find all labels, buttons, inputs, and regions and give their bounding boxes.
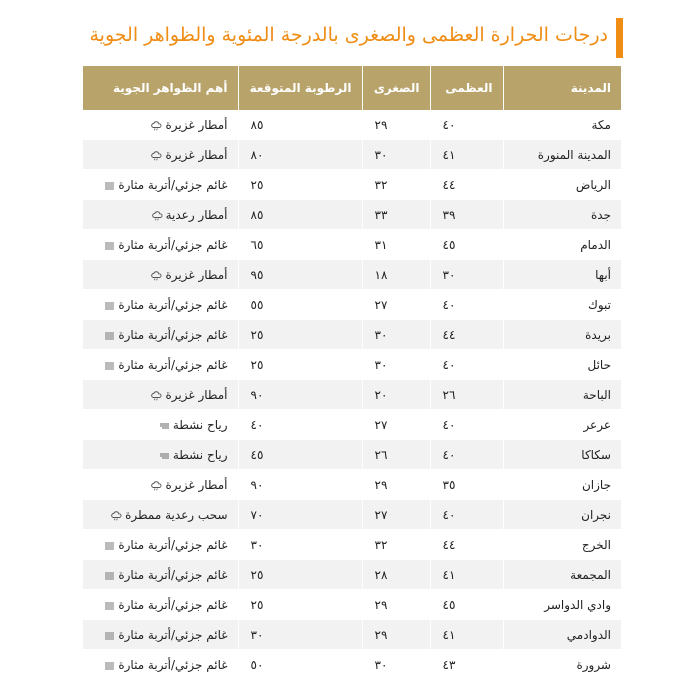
weather-label: غائم جزئي/أتربة مثارة	[118, 567, 228, 582]
weather-label: أمطار رعدية	[165, 207, 228, 222]
table-row	[83, 350, 621, 380]
city-cell: سكاكا	[503, 440, 621, 470]
humidity-cell: ٧٠	[238, 500, 362, 530]
max-temp-cell: ٤٣	[430, 650, 503, 680]
max-temp-cell: ٤٠	[430, 110, 503, 140]
max-temp-cell: ٤٥	[430, 230, 503, 260]
rain-cloud-icon	[151, 390, 162, 400]
city-cell: أبها	[503, 260, 621, 290]
table-row	[83, 590, 621, 620]
table-row	[83, 110, 621, 140]
min-temp-cell: ٣٠	[362, 350, 430, 380]
max-temp-cell: ٤٠	[430, 290, 503, 320]
weather-cell	[83, 290, 238, 320]
max-temp-cell: ٣٥	[430, 470, 503, 500]
weather-label: غائم جزئي/أتربة مثارة	[118, 297, 228, 312]
weather-label: غائم جزئي/أتربة مثارة	[118, 237, 228, 252]
weather-label: رياح نشطة	[172, 417, 228, 432]
weather-table-container	[83, 66, 621, 680]
table-row	[83, 200, 621, 230]
table-row	[83, 140, 621, 170]
dust-icon	[104, 540, 115, 550]
rain-cloud-icon	[151, 480, 162, 490]
weather-label: غائم جزئي/أتربة مثارة	[118, 327, 228, 342]
dust-icon	[104, 660, 115, 670]
weather-label: أمطار غزيرة	[165, 117, 228, 132]
city-cell: مكة	[503, 110, 621, 140]
weather-label: أمطار غزيرة	[165, 147, 228, 162]
city-cell: جدة	[503, 200, 621, 230]
min-temp-cell: ٢٧	[362, 290, 430, 320]
city-cell: الدوادمي	[503, 620, 621, 650]
rain-cloud-icon	[152, 210, 163, 220]
weather-cell	[83, 230, 238, 260]
table-header-row	[83, 66, 621, 110]
weather-cell	[83, 380, 238, 410]
humidity-cell: ٩٠	[238, 470, 362, 500]
humidity-cell: ٢٥	[238, 320, 362, 350]
weather-cell	[83, 650, 238, 680]
table-row	[83, 320, 621, 350]
humidity-cell: ٨٠	[238, 140, 362, 170]
wind-icon	[159, 420, 170, 430]
min-temp-cell: ٣٠	[362, 140, 430, 170]
min-temp-cell: ٢٩	[362, 620, 430, 650]
weather-label: غائم جزئي/أتربة مثارة	[118, 597, 228, 612]
humidity-cell: ٤٥	[238, 440, 362, 470]
weather-label: غائم جزئي/أتربة مثارة	[118, 537, 228, 552]
page-title: درجات الحرارة العظمى والصغرى بالدرجة المئوية والظواهر الجوية	[89, 24, 608, 46]
city-cell: شرورة	[503, 650, 621, 680]
city-cell: المدينة المنورة	[503, 140, 621, 170]
table-row	[83, 170, 621, 200]
city-cell: الخرج	[503, 530, 621, 560]
header-humidity: الرطوبة المتوقعة	[238, 66, 362, 110]
min-temp-cell: ٢٩	[362, 590, 430, 620]
header-weather: أهم الظواهر الجوية	[83, 66, 238, 110]
table-row	[83, 290, 621, 320]
table-row	[83, 260, 621, 290]
weather-label: أمطار غزيرة	[165, 477, 228, 492]
weather-cell	[83, 200, 238, 230]
city-cell: وادي الدواسر	[503, 590, 621, 620]
dust-icon	[104, 630, 115, 640]
weather-label: سحب رعدية ممطرة	[125, 507, 228, 522]
humidity-cell: ٩٥	[238, 260, 362, 290]
dust-icon	[104, 600, 115, 610]
humidity-cell: ٥٠	[238, 650, 362, 680]
weather-cell	[83, 320, 238, 350]
max-temp-cell: ٤٠	[430, 410, 503, 440]
min-temp-cell: ٢٧	[362, 410, 430, 440]
table-row	[83, 230, 621, 260]
table-row	[83, 620, 621, 650]
min-temp-cell: ٢٩	[362, 470, 430, 500]
city-cell: جازان	[503, 470, 621, 500]
rain-cloud-icon	[111, 510, 122, 520]
max-temp-cell: ٤٥	[430, 590, 503, 620]
max-temp-cell: ٤١	[430, 620, 503, 650]
max-temp-cell: ٤١	[430, 140, 503, 170]
humidity-cell: ٩٠	[238, 380, 362, 410]
min-temp-cell: ٣٢	[362, 170, 430, 200]
min-temp-cell: ٣٠	[362, 320, 430, 350]
rain-cloud-icon	[151, 120, 162, 130]
min-temp-cell: ٣١	[362, 230, 430, 260]
dust-icon	[104, 570, 115, 580]
city-cell: المجمعة	[503, 560, 621, 590]
dust-icon	[104, 240, 115, 250]
max-temp-cell: ٤٤	[430, 530, 503, 560]
humidity-cell: ٣٠	[238, 620, 362, 650]
humidity-cell: ٨٥	[238, 110, 362, 140]
weather-cell	[83, 560, 238, 590]
table-row	[83, 410, 621, 440]
weather-cell	[83, 620, 238, 650]
humidity-cell: ٢٥	[238, 560, 362, 590]
weather-table	[83, 66, 621, 680]
humidity-cell: ٦٥	[238, 230, 362, 260]
city-cell: بريدة	[503, 320, 621, 350]
city-cell: الرياض	[503, 170, 621, 200]
table-row	[83, 500, 621, 530]
header-city: المدينة	[503, 66, 621, 110]
min-temp-cell: ٣٠	[362, 650, 430, 680]
weather-cell	[83, 170, 238, 200]
min-temp-cell: ٣٣	[362, 200, 430, 230]
min-temp-cell: ١٨	[362, 260, 430, 290]
weather-cell	[83, 530, 238, 560]
min-temp-cell: ٢٦	[362, 440, 430, 470]
dust-icon	[104, 300, 115, 310]
humidity-cell: ٥٥	[238, 290, 362, 320]
weather-cell	[83, 140, 238, 170]
humidity-cell: ٨٥	[238, 200, 362, 230]
max-temp-cell: ٣٩	[430, 200, 503, 230]
weather-label: غائم جزئي/أتربة مثارة	[118, 177, 228, 192]
min-temp-cell: ٢٧	[362, 500, 430, 530]
max-temp-cell: ٤٠	[430, 500, 503, 530]
humidity-cell: ٤٠	[238, 410, 362, 440]
weather-label: أمطار غزيرة	[165, 267, 228, 282]
city-cell: الدمام	[503, 230, 621, 260]
max-temp-cell: ٤٠	[430, 350, 503, 380]
table-body	[83, 110, 621, 680]
city-cell: الباحة	[503, 380, 621, 410]
city-cell: نجران	[503, 500, 621, 530]
title-bar	[0, 18, 686, 58]
max-temp-cell: ٤٤	[430, 170, 503, 200]
humidity-cell: ٣٠	[238, 530, 362, 560]
max-temp-cell: ٣٠	[430, 260, 503, 290]
min-temp-cell: ٢٩	[362, 110, 430, 140]
weather-cell	[83, 410, 238, 440]
table-row	[83, 530, 621, 560]
max-temp-cell: ٢٦	[430, 380, 503, 410]
wind-icon	[159, 450, 170, 460]
header-min: الصغرى	[362, 66, 430, 110]
weather-cell	[83, 110, 238, 140]
weather-label: غائم جزئي/أتربة مثارة	[118, 657, 228, 672]
dust-icon	[104, 330, 115, 340]
weather-cell	[83, 440, 238, 470]
table-row	[83, 470, 621, 500]
city-cell: تبوك	[503, 290, 621, 320]
min-temp-cell: ٢٠	[362, 380, 430, 410]
weather-cell	[83, 470, 238, 500]
weather-label: رياح نشطة	[172, 447, 228, 462]
max-temp-cell: ٤١	[430, 560, 503, 590]
weather-cell	[83, 350, 238, 380]
table-row	[83, 380, 621, 410]
dust-icon	[104, 180, 115, 190]
header-max: العظمى	[430, 66, 503, 110]
weather-cell	[83, 260, 238, 290]
dust-icon	[104, 360, 115, 370]
table-row	[83, 560, 621, 590]
weather-cell	[83, 500, 238, 530]
city-cell: عرعر	[503, 410, 621, 440]
max-temp-cell: ٤٤	[430, 320, 503, 350]
humidity-cell: ٢٥	[238, 350, 362, 380]
weather-label: غائم جزئي/أتربة مثارة	[118, 627, 228, 642]
weather-label: غائم جزئي/أتربة مثارة	[118, 357, 228, 372]
rain-cloud-icon	[151, 270, 162, 280]
rain-cloud-icon	[151, 150, 162, 160]
humidity-cell: ٢٥	[238, 170, 362, 200]
table-row	[83, 440, 621, 470]
min-temp-cell: ٢٨	[362, 560, 430, 590]
min-temp-cell: ٣٢	[362, 530, 430, 560]
table-row	[83, 650, 621, 680]
weather-label: أمطار غزيرة	[165, 387, 228, 402]
weather-cell	[83, 590, 238, 620]
humidity-cell: ٢٥	[238, 590, 362, 620]
city-cell: حائل	[503, 350, 621, 380]
max-temp-cell: ٤٠	[430, 440, 503, 470]
title-accent-bar	[616, 18, 623, 58]
